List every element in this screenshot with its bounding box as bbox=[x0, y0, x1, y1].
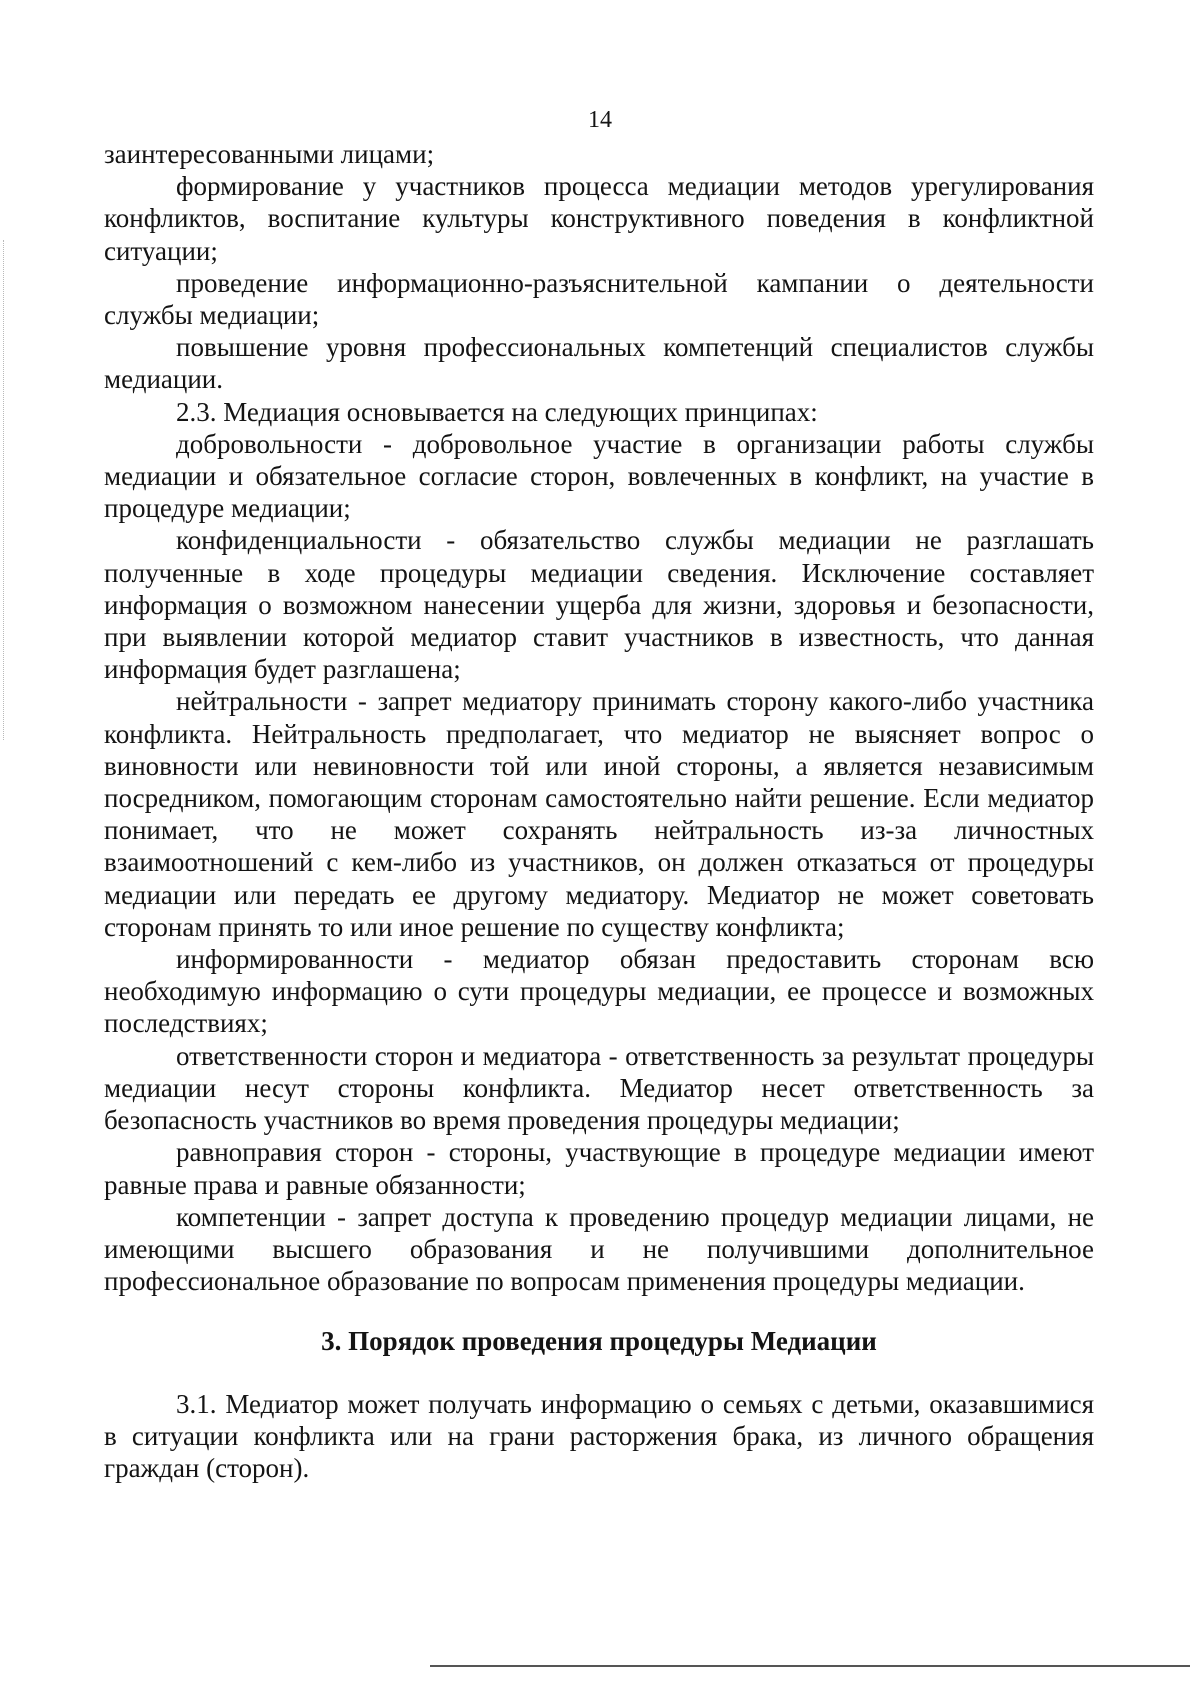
paragraph-neutrality: нейтральности - запрет медиатору принимать сторону какого-либо участника конфликта. Нейтральность предполагает, что медиатор не выясняет вопрос о виновности или невиновности той или иной стороны, а является независимым посредником, помогающим сторонам самостоятельно найти решение. Если медиатор понимает, что не может сохранять нейтральность из-за личностных взаимоотношений с кем-либо из участников, он должен отказаться от процедуры медиации или передать ее другому медиатору. Медиатор не может советовать сторонам принять то или иное решение по существу конфликта; bbox=[104, 686, 1094, 942]
paragraph-continuation: заинтересованными лицами; bbox=[104, 139, 435, 169]
paragraph-conflict-methods: формирование у участников процесса медиации методов урегулирования конфликтов, воспитание культуры конструктивного поведения в конфликтной ситуации; bbox=[104, 171, 1094, 266]
paragraph-competence: компетенции - запрет доступа к проведению процедур медиации лицами, не имеющими высшего образования и не получившими дополнительное профессиональное образование по вопросам применения процедуры медиации. bbox=[104, 1201, 1094, 1297]
document-body bbox=[104, 138, 1094, 1484]
paragraph-informedness: информированности - медиатор обязан предоставить сторонам всю необходимую информацию о сути процедуры медиации, ее процессе и возможных последствиях; bbox=[104, 944, 1094, 1039]
paragraph-principles-intro: 2.3. Медиация основывается на следующих принципах: bbox=[176, 396, 818, 427]
scan-edge-mark bbox=[3, 240, 4, 740]
paragraph-competence-level: повышение уровня профессиональных компетенций специалистов службы медиации. bbox=[104, 332, 1094, 395]
paragraph-information-campaign: проведение информационно-разъяснительной кампании о деятельности службы медиации; bbox=[104, 267, 1094, 331]
paragraph-section-3-1: 3.1. Медиатор может получать информацию о семьях с детьми, оказавшимися в ситуации конфликта или на грани расторжения брака, из личного обращения граждан (сторон). bbox=[104, 1388, 1094, 1483]
section-heading: 3. Порядок проведения процедуры Медиации bbox=[321, 1326, 877, 1357]
page-number: 14 bbox=[588, 107, 612, 133]
paragraph-responsibility: ответственности сторон и медиатора - ответственность за результат процедуры медиации несут стороны конфликта. Медиатор несет ответственность за безопасность участников во время проведения процедуры медиации; bbox=[104, 1040, 1094, 1136]
paragraph-equality: равноправия сторон - стороны, участвующие в процедуре медиации имеют равные права и равные обязанности; bbox=[104, 1137, 1094, 1200]
paragraph-voluntariness: добровольности - добровольное участие в организации работы службы медиации и обязательное согласие сторон, вовлеченных в конфликт, на участие в процедуре медиации; bbox=[104, 428, 1094, 524]
footer-rule bbox=[430, 1665, 1190, 1667]
paragraph-confidentiality: конфиденциальности - обязательство службы медиации не разглашать полученные в ходе процедуры медиации сведения. Исключение составляет информация о возможном нанесении ущерба для жизни, здоровья и безопасности, при выявлении которой медиатор ставит участников в известность, что данная информация будет разглашена; bbox=[104, 525, 1094, 685]
